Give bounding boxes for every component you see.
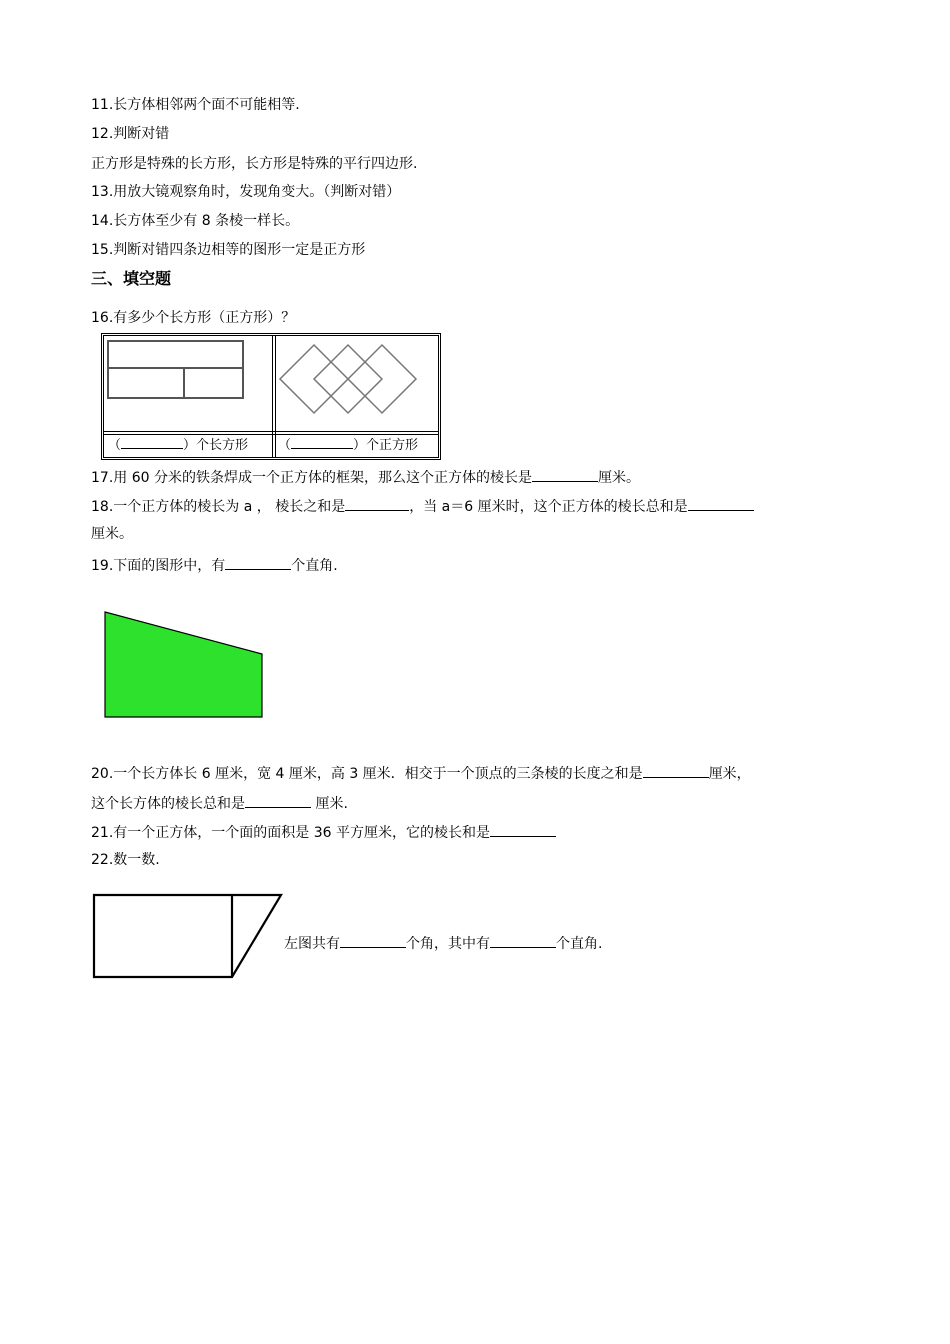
question-18: 18.一个正方体的棱长为 a ， 棱长之和是 ，当 a＝6 厘米时，这个正方体的棱长总和是 (91, 495, 754, 517)
question-12: 12.判断对错 (91, 126, 170, 142)
question-18-cont: 厘米。 (91, 526, 133, 542)
answer-blank[interactable] (291, 435, 353, 449)
question-20: 20.一个长方体长 6 厘米，宽 4 厘米，高 3 厘米．相交于一个顶点的三条棱的长度之和是 厘米， (91, 762, 751, 784)
answer-blank[interactable] (490, 821, 556, 837)
question-22: 22.数一数. (91, 852, 160, 868)
squares-count-caption: （ ）个正方形 (278, 435, 418, 457)
section-3-heading: 三、填空题 (91, 269, 172, 288)
answer-blank[interactable] (532, 466, 598, 482)
question-16: 16.有多少个长方形（正方形）？ (91, 310, 296, 326)
q16-figure-table (101, 333, 441, 460)
question-11: 11.长方体相邻两个面不可能相等. (91, 97, 300, 113)
rectangle-parallelogram-figure (91, 891, 286, 981)
question-22-prompt: 左图共有 个角，其中有 个直角. (284, 932, 602, 954)
question-20-cont: 这个长方体的棱长总和是 厘米. (91, 792, 348, 814)
question-17: 17.用 60 分米的铁条焊成一个正方体的框架，那么这个正方体的棱长是 厘米。 (91, 466, 640, 488)
rectangles-count-caption: （ ）个长方形 (108, 435, 248, 457)
rectangles-figure (106, 339, 246, 401)
table-vertical-divider (272, 336, 276, 457)
answer-blank[interactable] (643, 762, 709, 778)
answer-blank[interactable] (490, 932, 556, 948)
green-trapezoid-figure (102, 609, 266, 721)
question-14: 14.长方体至少有 8 条棱一样长。 (91, 213, 300, 229)
question-12-body: 正方形是特殊的长方形，长方形是特殊的平行四边形. (91, 156, 418, 172)
answer-blank[interactable] (345, 495, 409, 511)
answer-blank[interactable] (121, 435, 183, 449)
question-21: 21.有一个正方体，一个面的面积是 36 平方厘米，它的棱长和是 (91, 821, 556, 843)
question-19: 19.下面的图形中，有 个直角. (91, 554, 338, 576)
question-13: 13.用放大镜观察角时，发现角变大。（判断对错） (91, 184, 401, 200)
answer-blank[interactable] (225, 554, 291, 570)
diamonds-figure (278, 339, 440, 429)
question-15: 15.判断对错四条边相等的图形一定是正方形 (91, 242, 366, 258)
answer-blank[interactable] (245, 792, 311, 808)
answer-blank[interactable] (688, 495, 754, 511)
answer-blank[interactable] (340, 932, 406, 948)
